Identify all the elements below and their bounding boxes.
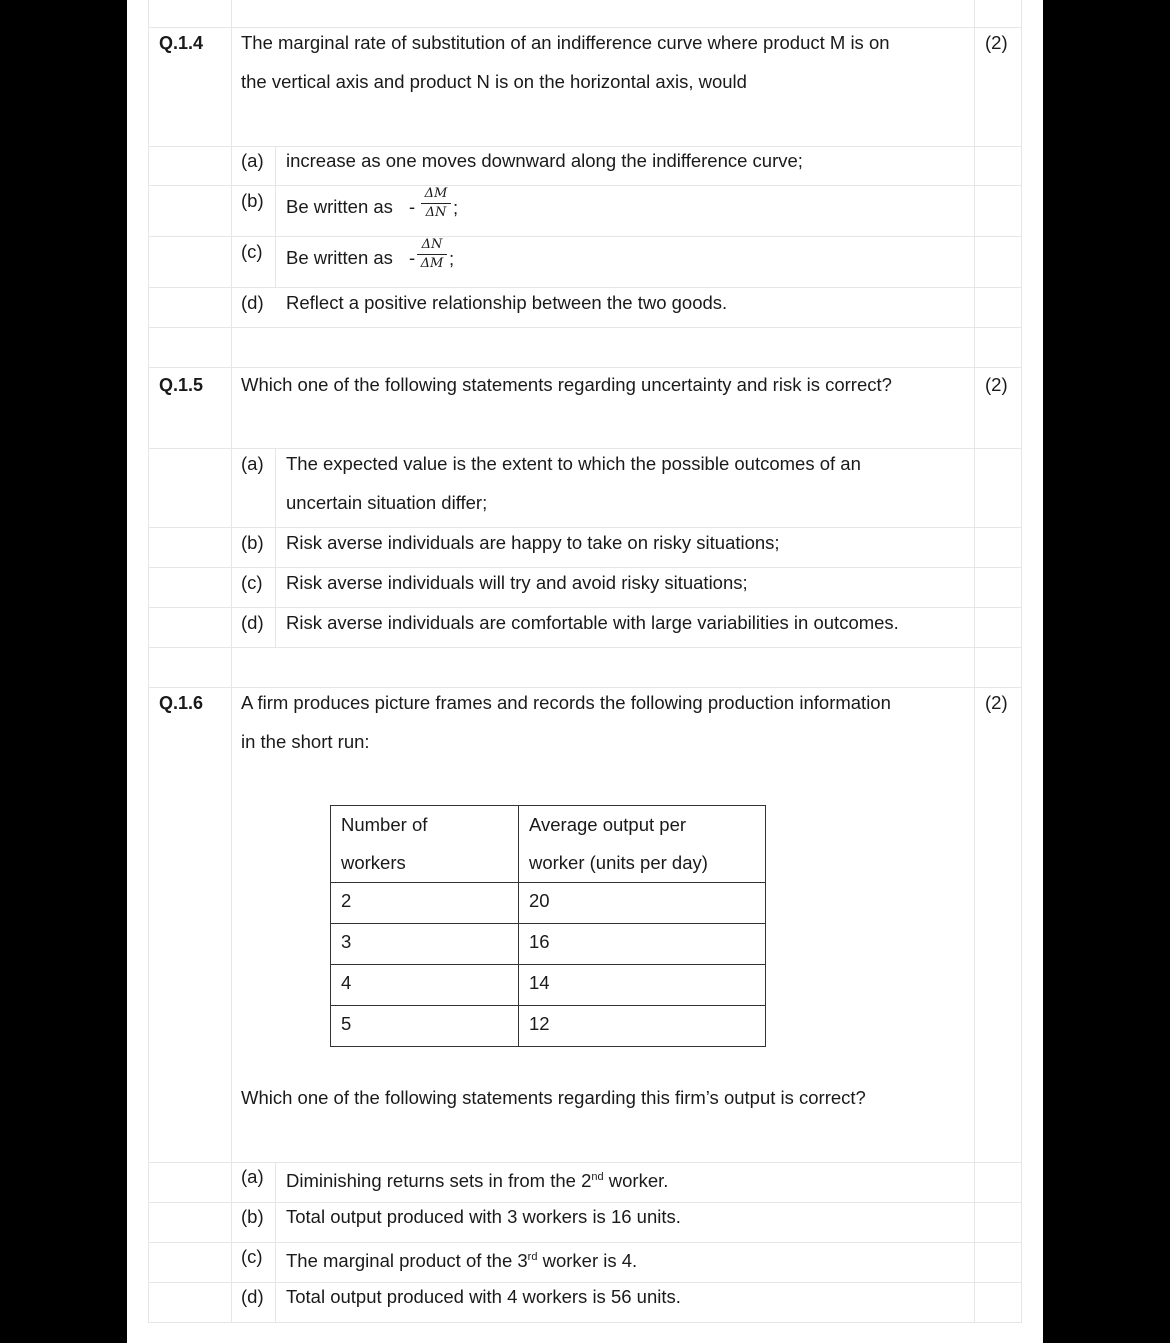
option-text: Risk averse individuals are happy to take on risky situations; (286, 532, 780, 553)
question-number: Q.1.4 (159, 33, 204, 53)
option-text-part: The marginal product of the 3 (286, 1250, 528, 1271)
table-cell: 12 (519, 1006, 766, 1047)
question-text: The marginal rate of substitution of an indifference curve where product M is on (241, 32, 890, 53)
option-text: uncertain situation differ; (286, 492, 488, 513)
table-header-row (331, 806, 766, 883)
grid-line (148, 1202, 1022, 1203)
header-text: worker (units per day) (529, 852, 708, 873)
table-header-cell (519, 806, 766, 883)
grid-line (148, 647, 1022, 648)
ordinal-suffix: nd (591, 1171, 604, 1183)
question-text: the vertical axis and product N is on the horizontal axis, would (241, 71, 747, 92)
minus-sign: - (409, 196, 416, 217)
option-label: (d) (241, 292, 264, 313)
option-text-part: worker. (603, 1170, 669, 1191)
table-row (331, 883, 766, 924)
option-text: Risk averse individuals are comfortable with large variabilities in outcomes. (286, 612, 899, 633)
minus-sign: - (409, 247, 416, 268)
fraction-numerator: ΔN (421, 237, 443, 252)
fraction-denominator: ΔN (425, 205, 447, 220)
fraction-numerator: ΔM (424, 186, 448, 201)
table-row (331, 1006, 766, 1047)
grid-line (148, 687, 1022, 688)
table-cell: 14 (519, 965, 766, 1006)
grid-line (148, 1322, 1022, 1323)
option-label: (a) (241, 150, 264, 171)
question-marks: (2) (985, 374, 1008, 395)
question-number: Q.1.5 (159, 375, 204, 395)
grid-line (1021, 0, 1022, 1323)
fraction-bar (421, 203, 451, 204)
question-text: Which one of the following statements regarding uncertainty and risk is correct? (241, 374, 892, 395)
option-text: Total output produced with 3 workers is 16 units. (286, 1206, 681, 1227)
option-label: (c) (241, 1246, 263, 1267)
fraction-delta-n-over-delta-m (417, 237, 447, 272)
option-label: (c) (241, 241, 263, 262)
grid-line (148, 1282, 1022, 1283)
grid-line (148, 367, 1022, 368)
grid-line (148, 0, 149, 1323)
grid-line (275, 1162, 276, 1322)
option-text: increase as one moves downward along the indifference curve; (286, 150, 803, 171)
grid-line (148, 567, 1022, 568)
option-suffix: ; (453, 197, 459, 218)
option-text (286, 1167, 668, 1191)
table-header-cell (331, 806, 519, 883)
option-label: (d) (241, 612, 264, 633)
option-label: (a) (241, 1166, 264, 1187)
question-number: Q.1.6 (159, 693, 204, 713)
fraction-bar (417, 254, 447, 255)
fraction-denominator: ΔM (420, 256, 444, 271)
grid-line (148, 185, 1022, 186)
header-text: Number of (341, 814, 428, 835)
header-text: Average output per (529, 814, 687, 835)
table-row (331, 924, 766, 965)
option-label: (b) (241, 532, 264, 553)
option-label: (c) (241, 572, 263, 593)
grid-line (148, 327, 1022, 328)
option-suffix: ; (449, 248, 455, 269)
question-prompt: Which one of the following statements regarding this firm’s output is correct? (241, 1087, 866, 1108)
option-text: Total output produced with 4 workers is 56 units. (286, 1286, 681, 1307)
header-text: workers (341, 852, 406, 873)
question-text: A firm produces picture frames and records the following production information (241, 692, 891, 713)
table-row (331, 965, 766, 1006)
grid-line (148, 146, 1022, 147)
grid-line (275, 448, 276, 647)
grid-line (148, 236, 1022, 237)
option-text: Reflect a positive relationship between the two goods. (286, 292, 728, 313)
grid-line (148, 607, 1022, 608)
table-cell: 5 (331, 1006, 519, 1047)
grid-line (148, 27, 1022, 28)
grid-line (275, 146, 276, 287)
production-table (330, 805, 766, 1047)
option-text-part: Diminishing returns sets in from the 2 (286, 1170, 592, 1191)
table-cell: 16 (519, 924, 766, 965)
grid-line (148, 448, 1022, 449)
grid-line (148, 287, 1022, 288)
grid-line (231, 0, 232, 1323)
grid-line (974, 0, 975, 1323)
grid-line (148, 527, 1022, 528)
option-text (286, 1247, 637, 1271)
grid-line (148, 1162, 1022, 1163)
option-text-part: worker is 4. (537, 1250, 638, 1271)
option-label: (b) (241, 190, 264, 211)
grid-line (148, 1242, 1022, 1243)
ordinal-suffix: rd (527, 1251, 538, 1263)
option-text: Be written as (286, 247, 393, 268)
option-text: Risk averse individuals will try and avoid risky situations; (286, 572, 748, 593)
table-cell: 2 (331, 883, 519, 924)
table-cell: 20 (519, 883, 766, 924)
option-text: The expected value is the extent to which the possible outcomes of an (286, 453, 861, 474)
option-text: Be written as (286, 196, 393, 217)
option-label: (d) (241, 1286, 264, 1307)
document-page (127, 0, 1043, 1343)
question-marks: (2) (985, 32, 1008, 53)
table-cell: 4 (331, 965, 519, 1006)
option-label: (b) (241, 1206, 264, 1227)
option-label: (a) (241, 453, 264, 474)
table-cell: 3 (331, 924, 519, 965)
fraction-delta-m-over-delta-n (421, 186, 451, 221)
question-marks: (2) (985, 692, 1008, 713)
question-text: in the short run: (241, 731, 370, 752)
